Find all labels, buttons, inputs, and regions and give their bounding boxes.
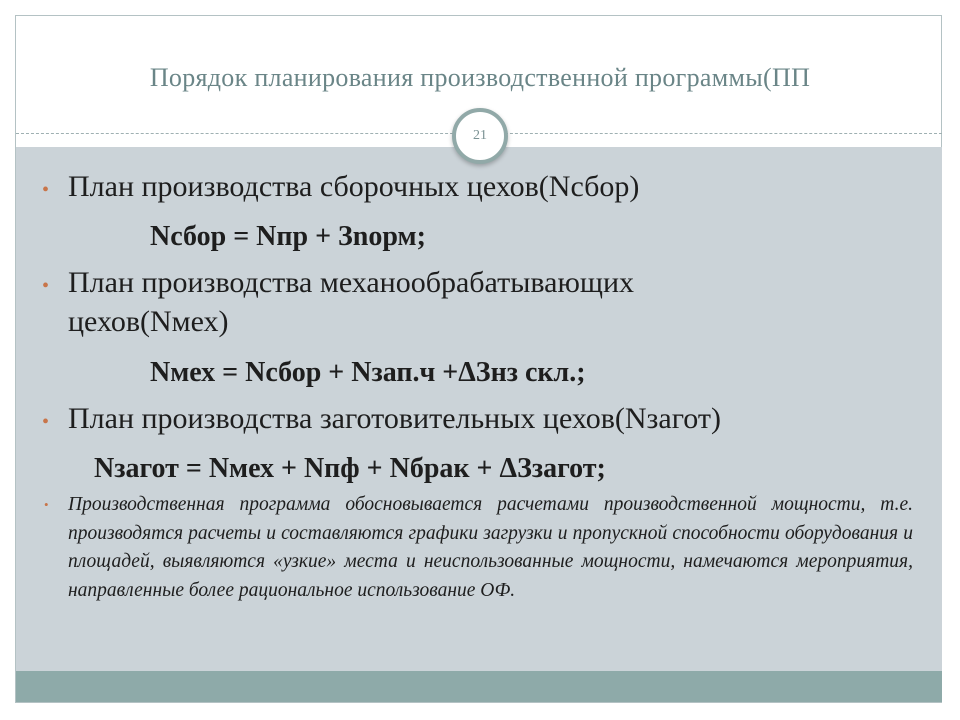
bullet-text-procurement-plan: План производства заготовительных цехов(Nзагот) [68,402,721,435]
slide-title: Порядок планирования производственной программы(ПП [149,63,811,92]
formula-assembly: Nсбор = Nпр + Зnорм; [150,221,426,252]
formula-procurement: Nзагот = Nмех + Nпф + Nбрак + ΔЗзагот; [94,453,606,484]
page-number: 21 [473,128,487,143]
page-number-badge [452,108,508,164]
formula-machining: Nмех = Nсбор + Nзап.ч +ΔЗнз скл.; [150,357,586,388]
footer-bar [16,671,942,702]
bullet-icon: • [42,411,50,433]
bullet-icon: • [42,275,50,297]
bullet-text-assembly-plan: План производства сборочных цехов(Nсбор) [68,170,640,203]
bullet-icon: • [42,179,50,201]
bullet-text-machining-plan-cont: цехов(Nмех) [68,305,229,338]
bullet-text-machining-plan: План производства механообрабатывающих [68,266,635,299]
bullet-icon: • [44,497,49,512]
note-paragraph: Производственная программа обосновывается расчетами производственной мощности, т.е. производятся расчеты и составляются графики загрузки и пропускной способности оборудования и площадей, выявляются «узкие» места и неиспользованные мощности, намечаются мероприятия, направленные более рациональное использование ОФ. [68,494,913,601]
